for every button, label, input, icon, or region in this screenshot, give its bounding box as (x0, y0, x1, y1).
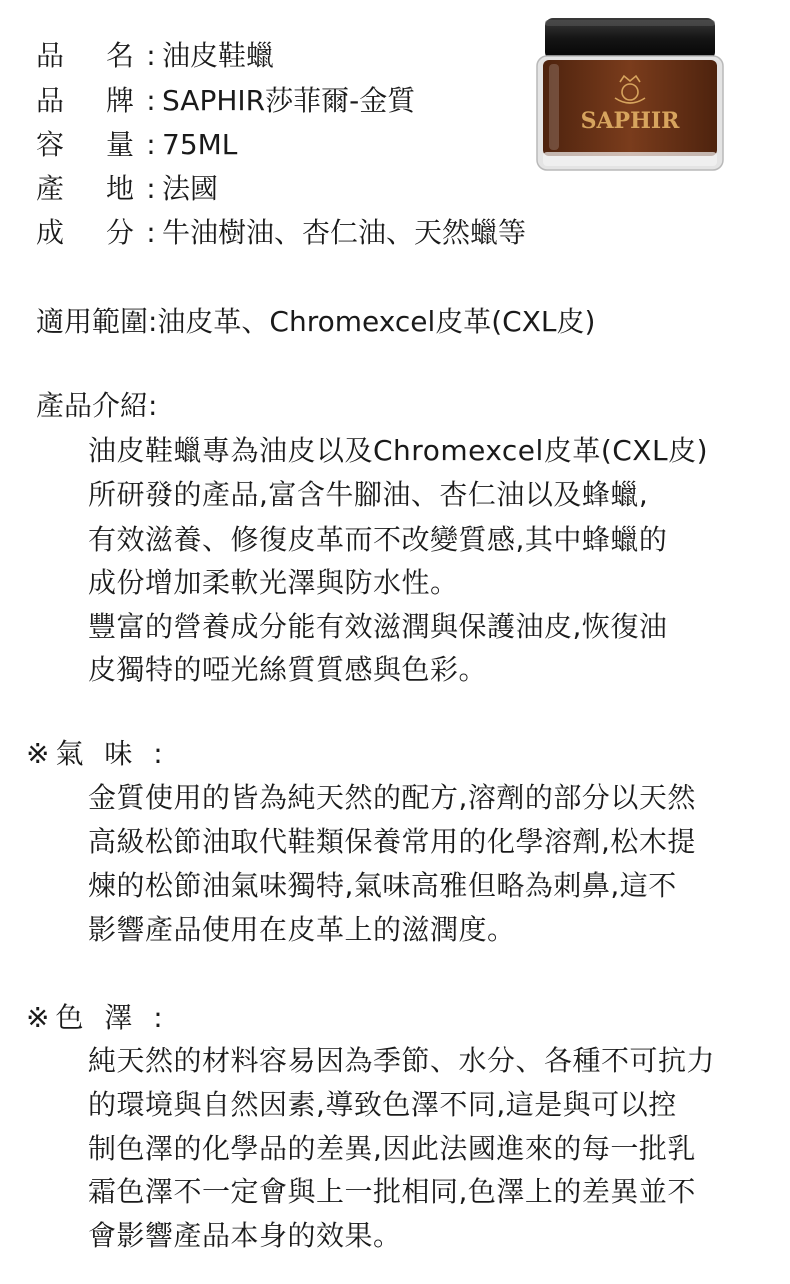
smell-line: 影響產品使用在皮革上的滋潤度。 (88, 913, 516, 946)
intro-line: 所研發的產品,富含牛腳油、杏仁油以及蜂蠟, (88, 478, 649, 511)
spec-label-char: 牌 (106, 84, 135, 117)
spec-row-capacity (36, 125, 237, 165)
product-jar-image (525, 12, 730, 174)
color-line: 的環境與自然因素,導致色澤不同,這是與可以控 (88, 1088, 677, 1121)
smell-line: 煉的松節油氣味獨特,氣味高雅但略為刺鼻,這不 (88, 869, 677, 902)
intro-line: 豐富的營養成分能有效滋潤與保護油皮,恢復油 (88, 610, 668, 643)
smell-heading: ※氣 味 : (26, 737, 169, 770)
intro-heading: 產品介紹: (36, 389, 158, 422)
color-line: 會影響產品本身的效果。 (88, 1219, 402, 1252)
intro-line: 油皮鞋蠟專為油皮以及Chromexcel皮革(CXL皮) (88, 434, 708, 467)
spec-label-char: 品 (36, 84, 65, 117)
spec-value: 法國 (162, 172, 219, 205)
intro-line: 皮獨特的啞光絲質質感與色彩。 (88, 653, 488, 686)
spec-value: 牛油樹油、杏仁油、天然蠟等 (162, 216, 527, 249)
spec-value: 油皮鞋蠟 (162, 39, 275, 72)
spec-label-char: 成 (36, 216, 65, 249)
spec-row-ingredients (36, 213, 526, 253)
color-line: 純天然的材料容易因為季節、水分、各種不可抗力 (88, 1044, 716, 1077)
spec-colon: : (146, 128, 156, 161)
color-heading: ※色 澤 : (26, 1001, 169, 1034)
spec-row-brand (36, 81, 415, 121)
spec-label-char: 分 (106, 216, 135, 249)
color-line: 霜色澤不一定會與上一批相同,色澤上的差異並不 (88, 1175, 696, 1208)
jar-lid (545, 18, 715, 60)
spec-label-char: 名 (106, 39, 135, 72)
smell-line: 金質使用的皆為純天然的配方,溶劑的部分以天然 (88, 781, 696, 814)
spec-colon: : (146, 216, 156, 249)
spec-value: SAPHIR莎菲爾-金質 (162, 84, 416, 117)
spec-colon: : (146, 39, 156, 72)
spec-row-origin (36, 169, 218, 209)
color-line: 制色澤的化學品的差異,因此法國進來的每一批乳 (88, 1132, 696, 1165)
spec-row-name (36, 36, 274, 76)
spec-colon: : (146, 84, 156, 117)
smell-line: 高級松節油取代鞋類保養常用的化學溶劑,松木提 (88, 825, 696, 858)
spec-label-char: 量 (106, 128, 135, 161)
intro-line: 有效滋養、修復皮革而不改變質感,其中蜂蠟的 (88, 523, 668, 556)
spec-label-char: 地 (106, 172, 135, 205)
spec-label-char: 容 (36, 128, 65, 161)
jar-brand-label: SAPHIR (580, 108, 680, 134)
intro-line: 成份增加柔軟光澤與防水性。 (88, 566, 459, 599)
spec-label-char: 品 (36, 39, 65, 72)
usage-scope: 適用範圍:油皮革、Chromexcel皮革(CXL皮) (36, 305, 596, 338)
spec-label-char: 產 (36, 172, 65, 205)
spec-colon: : (146, 172, 156, 205)
spec-value: 75ML (162, 128, 238, 161)
